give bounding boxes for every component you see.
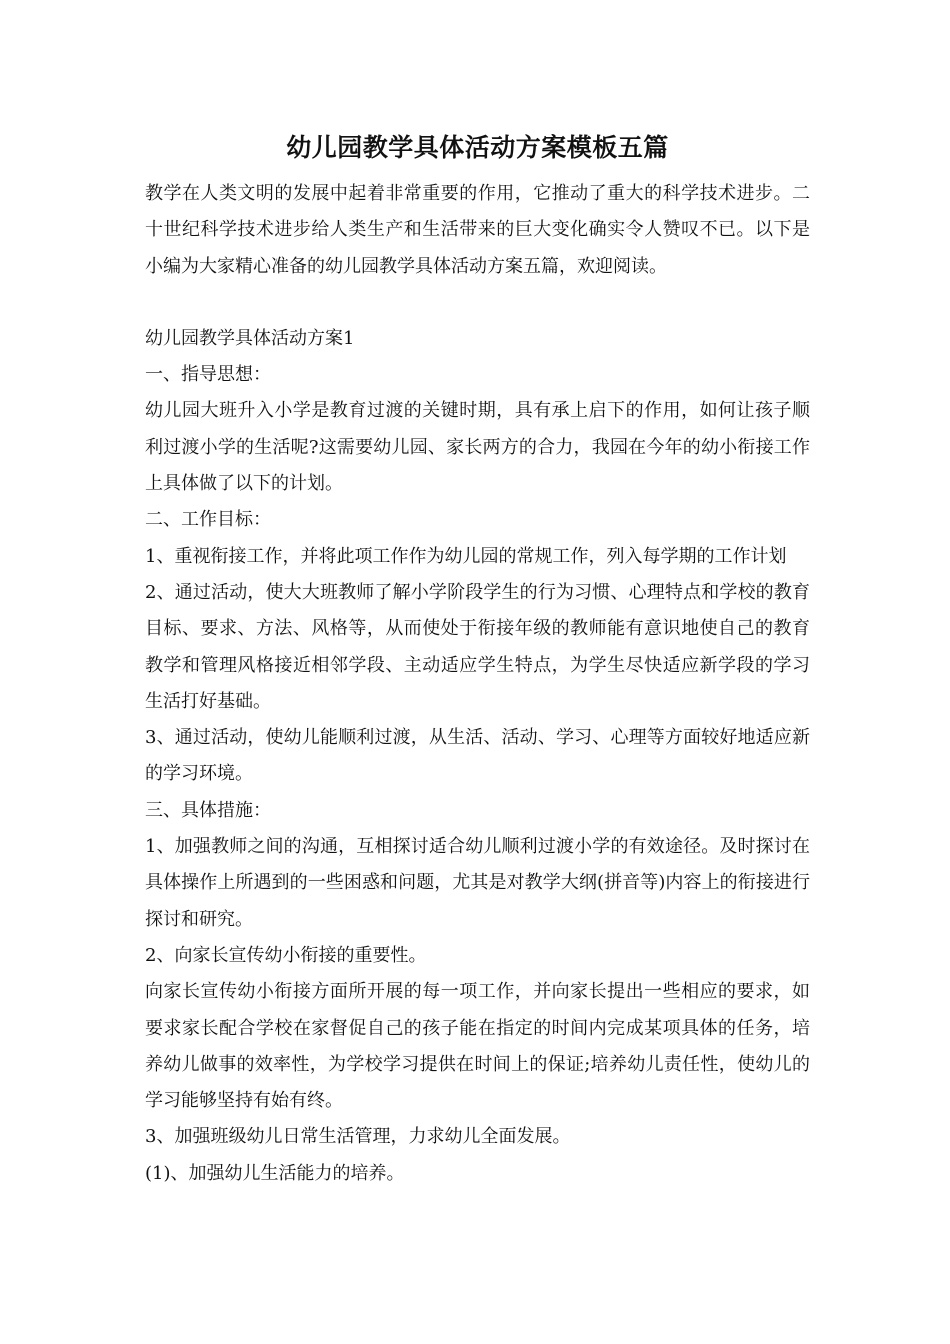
paragraph: 3、加强班级幼儿日常生活管理，力求幼儿全面发展。 [145,1126,571,1148]
paragraph: 向家长宣传幼小衔接方面所开展的每一项工作，并向家长提出一些相应的要求，如要求家长配合学校在家督促自己的孩子能在指定的时间内完成某项具体的任务，培养幼儿做事的效率性，为学校学习提供在时间上的保证;培养幼儿责任性，使幼儿的学习能够坚持有始有终。 [145,981,810,1112]
section-heading-plan-1: 幼儿园教学具体活动方案1 [145,327,355,349]
paragraph: 3、通过活动，使幼儿能顺利过渡，从生活、活动、学习、心理等方面较好地适应新的学习环境。 [145,727,810,785]
document-body [145,128,810,1192]
paragraph: 1、重视衔接工作，并将此项工作作为幼儿园的常规工作，列入每学期的工作计划 [145,545,787,567]
paragraph: 2、向家长宣传幼小衔接的重要性。 [145,944,427,966]
paragraph: 2、通过活动，使大大班教师了解小学阶段学生的行为习惯、心理特点和学校的教育目标、要求、方法、风格等，从而使处于衔接年级的教师能有意识地使自己的教育教学和管理风格接近相邻学段、主动适应学生特点，为学生尽快适应新学段的学习生活打好基础。 [145,581,810,712]
document-title: 幼儿园教学具体活动方案模板五篇 [286,133,669,162]
heading-guiding-ideology: 一、指导思想： [145,364,271,386]
heading-specific-measures: 三、具体措施： [145,799,271,821]
paragraph: 幼儿园大班升入小学是教育过渡的关键时期，具有承上启下的作用，如何让孩子顺利过渡小学的生活呢?这需要幼儿园、家长两方的合力，我园在今年的幼小衔接工作上具体做了以下的计划。 [145,400,810,495]
heading-work-goals: 二、工作目标： [145,509,271,531]
paragraph: (1)、加强幼儿生活能力的培养。 [145,1162,405,1184]
paragraph: 1、加强教师之间的沟通，互相探讨适合幼儿顺利过渡小学的有效途径。及时探讨在具体操作上所遇到的一些困惑和问题，尤其是对教学大纲(拼音等)内容上的衔接进行探讨和研究。 [145,836,810,930]
intro-paragraph: 教学在人类文明的发展中起着非常重要的作用，它推动了重大的科学技术进步。二十世纪科学技术进步给人类生产和生活带来的巨大变化确实令人赞叹不已。以下是小编为大家精心准备的幼儿园教学具体活动方案五篇，欢迎阅读。 [145,183,810,277]
